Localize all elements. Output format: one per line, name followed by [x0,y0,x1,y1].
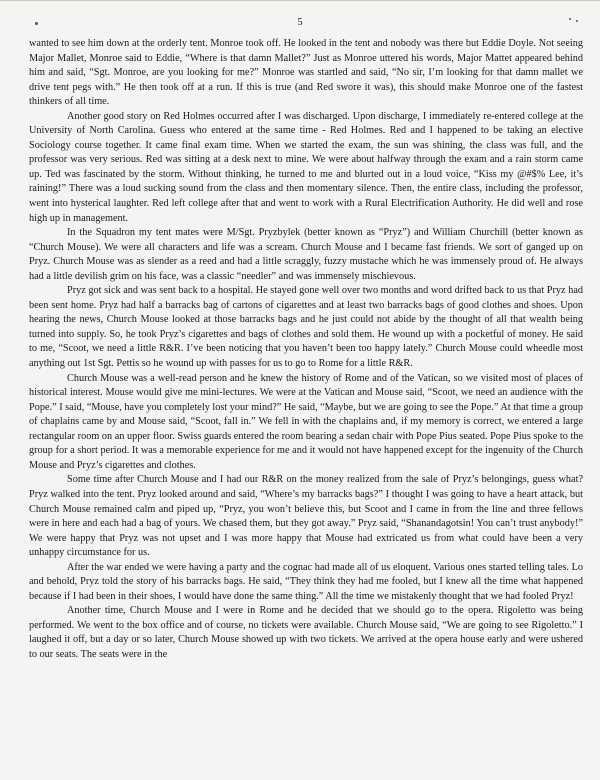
paragraph: Another time, Church Mouse and I were in Rome and he decided that we should go to the opera. Rigoletto was being performed. We went to the box office and of course, no tickets were available. Church Mouse said, “We are going to see Rigoletto.” I laughed it off, but a day or so later, Church Mouse showed up with two tickets. We arrived at the opera house early and were ushered to our seats. The seats were in the [29,605,583,660]
scan-edge-top [0,0,600,1]
document-body [29,37,583,663]
paragraph: Some time after Church Mouse and I had our R&R on the money realized from the sale of Pryz’s belongings, guess what? Pryz walked into the tent. Pryz looked around and said, “Where’s my barracks bags?” I thought I was going to have a heart attack, but Church Mouse remained calm and piped up, “Pryz, you won’t believe this, but Scoot and I came in from the line and three fellows were in here and each had a bag of yours. We chased them, but they got away.” Pryz said, “Shanandagotsin! You can’t trust anybody!” We were happy that Pryz was not upset and I was more happy that Mouse had extricated us from what could have been a very unhappy circumstance for us. [29,474,583,559]
paragraph: After the war ended we were having a party and the cognac had made all of us eloquent. Various ones started telling tales. Lo and behold, Pryz told the story of his barracks bags. He said, “They think they had me fooled, but I knew all the time what happened because if I had been in their shoes, I would have done the same thing.” All the time we mistakenly thought that we had fooled Pryz! [29,561,583,602]
paragraph: Church Mouse was a well-read person and he knew the history of Rome and of the Vatican, so we visited most of places of historical interest. Mouse would give me mini-lectures. We were at the Vatican and Mouse said, “Scoot, we need an audience with the Pope.” I said, “Mouse, have you completely lost your mind?” He said, “Maybe, but we are going to see the Pope.” At that time a group of chaplains came by and Mouse said, “Scoot, fall in.” We fell in with the chaplains and, if my memory is correct, we entered a large rectangular room on an upper floor. Swiss guards entered the room bearing a sedan chair with Pope Pius seated. Pope Pius spoke to the group for a short period. It was a memorable experience for me and it would not have happened except for the ingenuity of the Church Mouse and Pryz’s cigarettes and clothes. [29,372,583,471]
paragraph: In the Squadron my tent mates were M/Sgt. Pryzbylek (better known as “Pryz”) and William Churchill (better known as “Church Mouse). We were all characters and life was a scream. Church Mouse and I became fast friends. We sort of ganged up on Pryz. Church Mouse was as slender as a reed and had a little scraggly, fuzzy mustache which he was immensely proud of. He always had a little devilish grim on his face, was a classic “needler” and was immensely mischievous. [29,227,583,282]
paragraph: Another good story on Red Holmes occurred after I was discharged. Upon discharge, I immediately re-entered college at the University of North Carolina. Guess who entered at the same time - Red Holmes. Red and I happened to be taking an elective Sociology course together. It came final exam time. When we started the exam, the sun was shining, the class was full, and the professor was very serious. Red was sitting at a desk next to mine. We were about halfway through the exam and a rain storm came up. Ted was fascinated by the storm. Without thinking, he turned to me and blurted out in a loud voice, “Kiss my @#$% Lee, it’s raining!” There was a loud sucking sound from the class and then momentary silence. Then, the entire class, including the professor, went into hysterical laughter. Red left college after that and went to work with a Rural Electrification Authority. He did well and rose high up in management. [29,110,583,224]
page-number: 5 [297,17,303,28]
paragraph: Pryz got sick and was sent back to a hospital. He stayed gone well over two months and word drifted back to us that Pryz had been sent home. Pryz had half a barracks bag of cartons of cigarettes and at least two barracks bags of good clothes and shoes. Upon hearing the news, Church Mouse looked at those barracks bags and he just could not abide by the thought of all that wealth being turned into supply. So, he took Pryz’s cigarettes and bags of clothes and sold them. He wound up with a pocketful of money. He said to me, “Scoot, we need a little R&R. I’ve been noticing that you haven’t been too happy lately.” Church Mouse could wheedle most anything out 1st Sgt. Pettis so he wound up with passes for us to go to Rome for a little R&R. [29,285,583,370]
paragraph: wanted to see him down at the orderly tent. Monroe took off. He looked in the tent and nobody was there but Eddie Doyle. Not seeing Major Mallet, Monroe said to Eddie, “Where is that damn Mallet?” Just as Monroe uttered his words, Major Mattet appeared behind him and said, “Sgt. Monroe, are you looking for me?” Monroe was startled and said, “No sir, I’m looking for that damn mallet we drive tent pegs with.” He then took off at a run. If this is true (and Red swore it was), this should make Monroe one of the fastest thinkers of all time. [29,38,583,108]
